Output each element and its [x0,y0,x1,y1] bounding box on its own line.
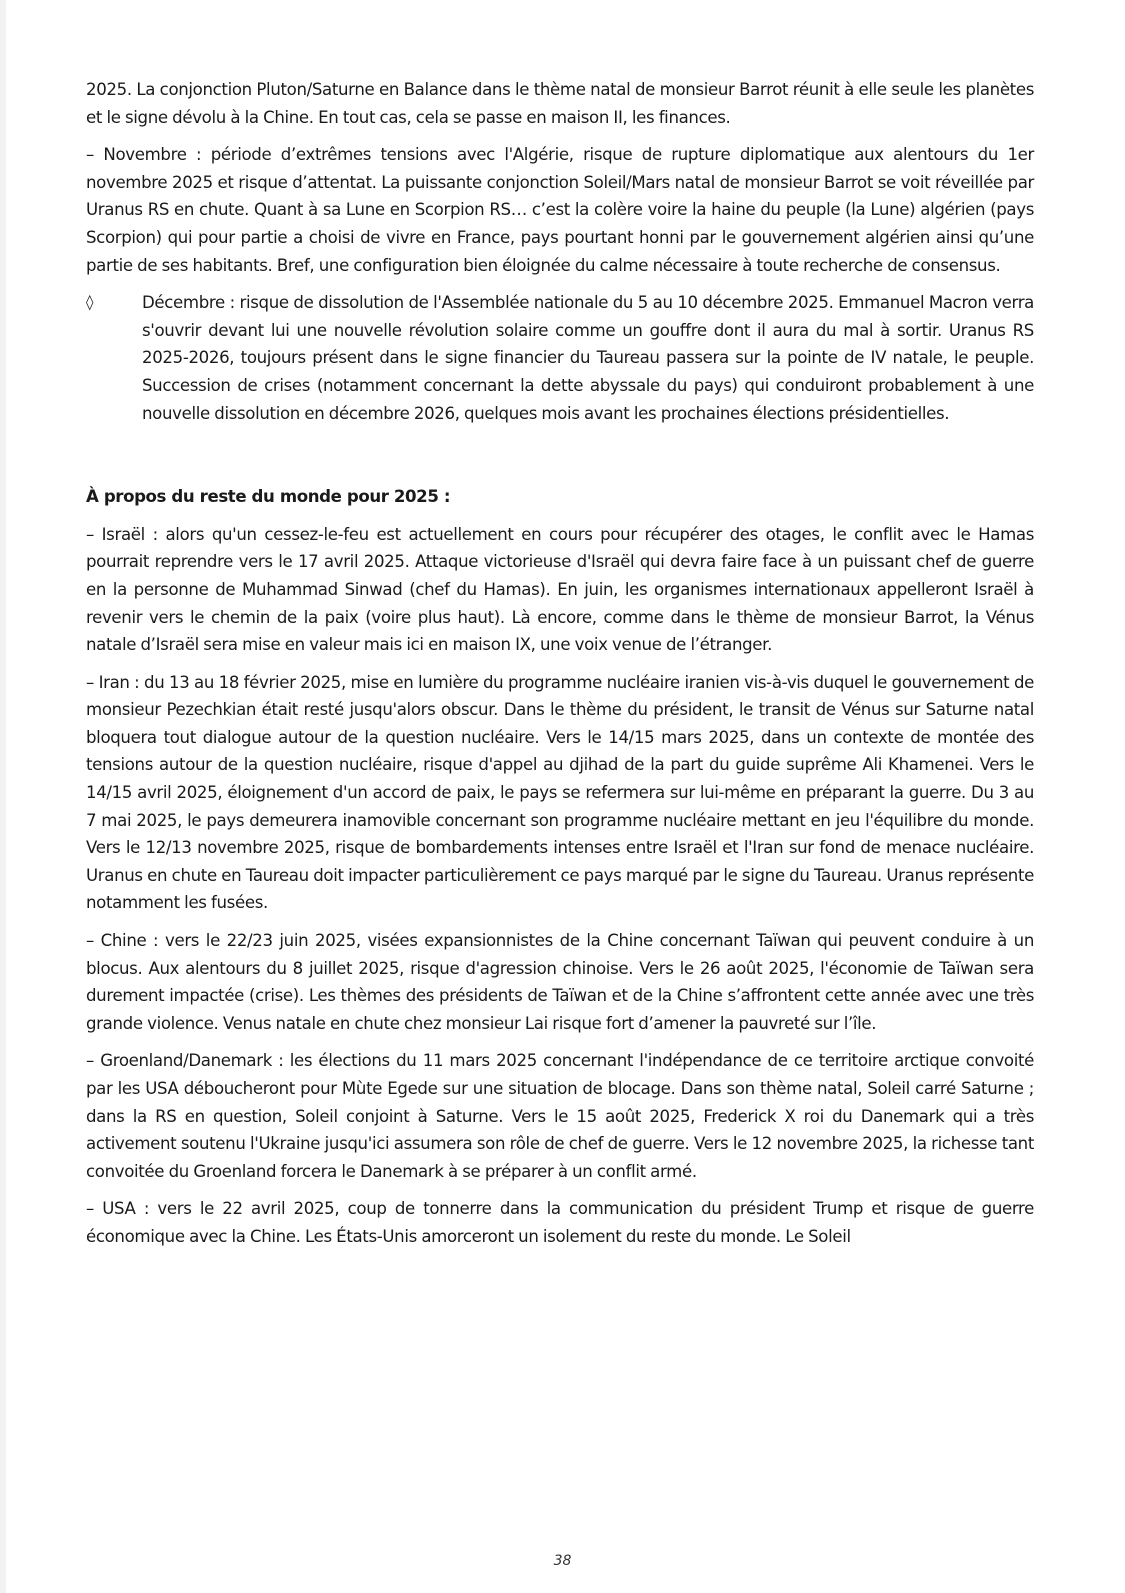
bullet-item-decembre [86,289,1034,427]
paragraph-intro-continuation: 2025. La conjonction Pluton/Saturne en Balance dans le thème natal de monsieur Barrot réunit à elle seule les planètes et le signe dévolu à la Chine. En tout cas, cela se passe en maison II, les finances. [86,80,1034,127]
paragraph-usa: – USA : vers le 22 avril 2025, coup de tonnerre dans la communication du président Trump et risque de guerre économique avec la Chine. Les États-Unis amorceront un isolement du reste du monde. Le Soleil [86,1199,1034,1246]
paragraph-groenland-danemark: – Groenland/Danemark : les élections du 11 mars 2025 concernant l'indépendance de ce territoire arctique convoité par les USA déboucheront pour Mùte Egede sur une situation de blocage. Dans son thème natal, Soleil carré Saturne ; dans la RS en question, Soleil conjoint à Saturne. Vers le 15 août 2025, Frederick X roi du Danemark qui a très activement soutenu l'Ukraine jusqu'ici assumera son rôle de chef de guerre. Vers le 12 novembre 2025, la richesse tant convoitée du Groenland forcera le Danemark à se préparer à un conflit armé. [86,1051,1034,1181]
paragraph-novembre: – Novembre : période d’extrêmes tensions avec l'Algérie, risque de rupture diplomatique aux alentours du 1er novembre 2025 et risque d’attentat. La puissante conjonction Soleil/Mars natal de monsieur Barrot se voit réveillée par Uranus RS en chute. Quant à sa Lune en Scorpion RS… c’est la colère voire la haine du peuple (la Lune) algérien (pays Scorpion) qui pour partie a choisi de vivre en France, pays pourtant honni par le gouvernement algérien ainsi qu’une partie de ses habitants. Bref, une configuration bien éloignée du calme nécessaire à toute recherche de consensus. [86,145,1034,275]
section-heading-reste-du-monde: À propos du reste du monde pour 2025 : [86,487,451,507]
diamond-outline-bullet-icon: ◊ [86,293,94,312]
paragraph-chine: – Chine : vers le 22/23 juin 2025, visées expansionnistes de la Chine concernant Taïwan qui peuvent conduire à un blocus. Aux alentours du 8 juillet 2025, risque d'agression chinoise. Vers le 26 août 2025, l'économie de Taïwan sera durement impactée (crise). Les thèmes des présidents de Taïwan et de la Chine s’affrontent cette année avec une très grande violence. Venus natale en chute chez monsieur Lai risque fort d’amener la pauvreté sur l’île. [86,931,1034,1033]
document-page [86,76,1034,1261]
paragraph-iran: – Iran : du 13 au 18 février 2025, mise en lumière du programme nucléaire iranien vis-à-vis duquel le gouvernement de monsieur Pezechkian était resté jusqu'alors obscur. Dans le thème du président, le transit de Vénus sur Saturne natal bloquera tout dialogue autour de la question nucléaire. Vers le 14/15 mars 2025, dans un contexte de montée des tensions autour de la question nucléaire, risque d'appel au djihad de la part du guide suprême Ali Khamenei. Vers le 14/15 avril 2025, éloignement d'un accord de paix, le pays se refermera sur lui-même en préparant la guerre. Du 3 au 7 mai 2025, le pays demeurera inamovible concernant son programme nucléaire mettant en jeu l'équilibre du monde. Vers le 12/13 novembre 2025, risque de bombardements intenses entre Israël et l'Iran sur fond de menace nucléaire. Uranus en chute en Taureau doit impacter particulièrement ce pays marqué par le signe du Taureau. Uranus représente notamment les fusées. [86,672,1034,913]
page-number: 38 [553,1553,572,1569]
paragraph-israel: – Israël : alors qu'un cessez-le-feu est actuellement en cours pour récupérer des otages, le conflit avec le Hamas pourrait reprendre vers le 17 avril 2025. Attaque victorieuse d'Israël qui devra faire face à un puissant chef de guerre en la personne de Muhammad Sinwad (chef du Hamas). En juin, les organismes internationaux appelleront Israël à revenir vers le chemin de la paix (voire plus haut). Là encore, comme dans le thème de monsieur Barrot, la Vénus natale d’Israël sera mise en valeur mais ici en maison IX, une voix venue de l’étranger. [86,524,1034,655]
paragraph-decembre: Décembre : risque de dissolution de l'Assemblée nationale du 5 au 10 décembre 2025. Emmanuel Macron verra s'ouvrir devant lui une nouvelle révolution solaire comme un gouffre dont il aura du mal à sortir. Uranus RS 2025-2026, toujours présent dans le signe financier du Taureau passera sur la pointe de IV natale, le peuple. Succession de crises (notamment concernant la dette abyssale du pays) qui conduiront probablement à une nouvelle dissolution en décembre 2026, quelques mois avant les prochaines élections présidentielles. [142,293,1034,423]
page-edge [0,0,6,1593]
